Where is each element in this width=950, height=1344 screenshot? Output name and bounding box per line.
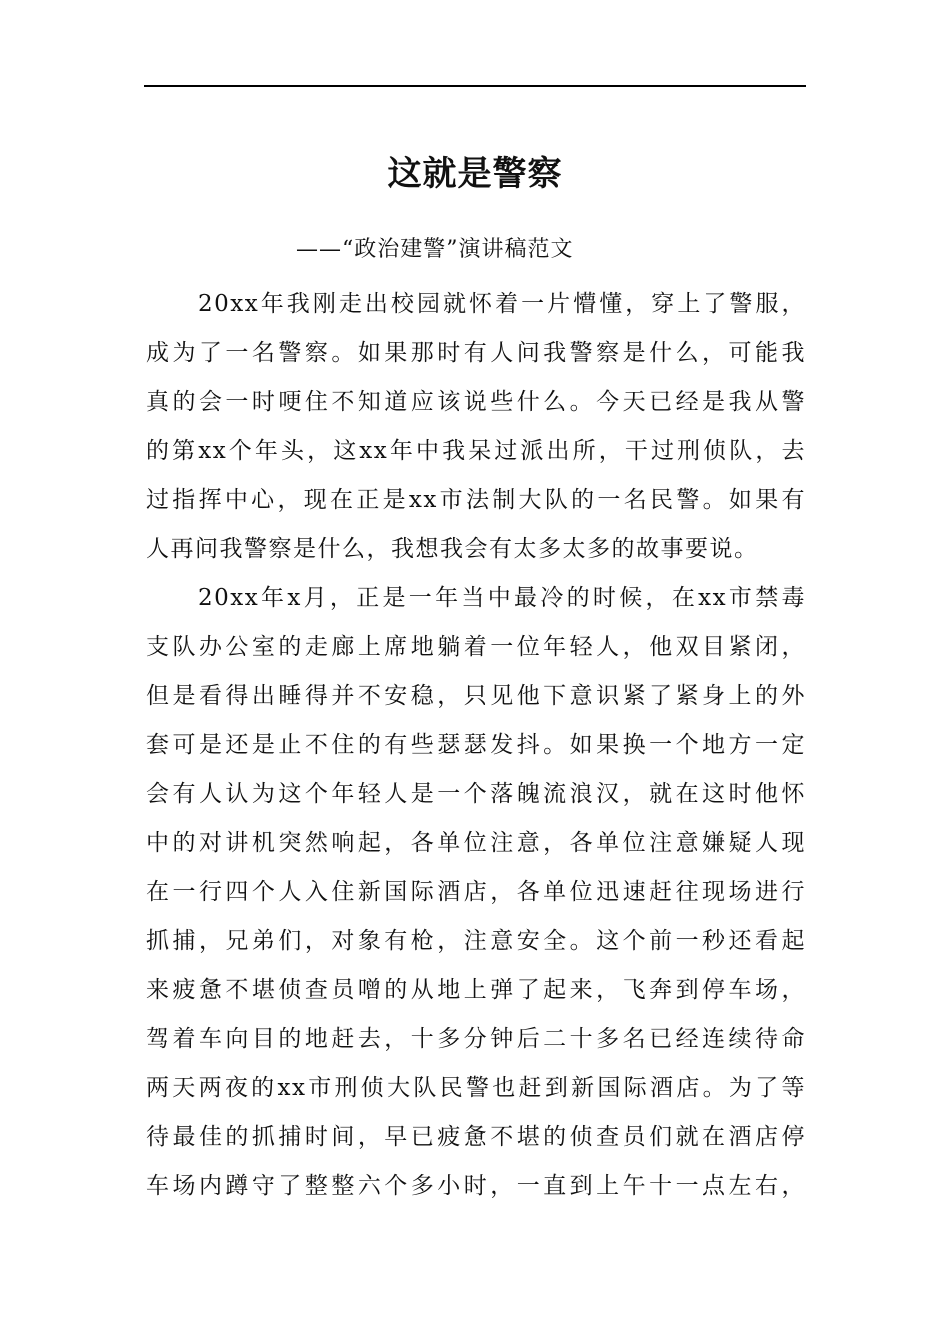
body-line: 在一行四个人入住新国际酒店，各单位迅速赶往现场进行: [146, 879, 806, 905]
body-line: 但是看得出睡得并不安稳，只见他下意识紧了紧身上的外: [146, 683, 806, 709]
body-text: [146, 280, 806, 1211]
body-line: 抓捕，兄弟们，对象有枪，注意安全。这个前一秒还看起: [146, 928, 806, 954]
body-line: 20xx年我刚走出校园就怀着一片懵懂，穿上了警服，: [198, 291, 806, 317]
body-line: 成为了一名警察。如果那时有人问我警察是什么，可能我: [146, 340, 806, 366]
header-rule: [144, 85, 806, 87]
body-line: 两天两夜的xx市刑侦大队民警也赶到新国际酒店。为了等: [146, 1075, 806, 1101]
body-line: 支队办公室的走廊上席地躺着一位年轻人，他双目紧闭，: [146, 634, 806, 660]
body-line: 车场内蹲守了整整六个多小时，一直到上午十一点左右，: [146, 1173, 806, 1199]
body-line: 会有人认为这个年轻人是一个落魄流浪汉，就在这时他怀: [146, 781, 806, 807]
body-line: 来疲惫不堪侦查员噌的从地上弹了起来，飞奔到停车场，: [146, 977, 806, 1003]
body-line: 驾着车向目的地赶去，十多分钟后二十多名已经连续待命: [146, 1026, 806, 1052]
body-line: 真的会一时哽住不知道应该说些什么。今天已经是我从警: [146, 389, 806, 415]
body-line: 的第xx个年头，这xx年中我呆过派出所，干过刑侦队，去: [146, 438, 806, 464]
body-line: 人再问我警察是什么，我想我会有太多太多的故事要说。: [146, 536, 759, 562]
document-title: 这就是警察: [387, 154, 563, 194]
body-line: 过指挥中心，现在正是xx市法制大队的一名民警。如果有: [146, 487, 806, 513]
body-line: 中的对讲机突然响起，各单位注意，各单位注意嫌疑人现: [146, 830, 806, 856]
body-line: 20xx年x月，正是一年当中最冷的时候，在xx市禁毒: [198, 585, 806, 611]
document-subtitle: ——“政治建警”演讲稿范文: [296, 237, 574, 262]
body-line: 待最佳的抓捕时间，早已疲惫不堪的侦查员们就在酒店停: [146, 1124, 806, 1150]
body-line: 套可是还是止不住的有些瑟瑟发抖。如果换一个地方一定: [146, 732, 806, 758]
